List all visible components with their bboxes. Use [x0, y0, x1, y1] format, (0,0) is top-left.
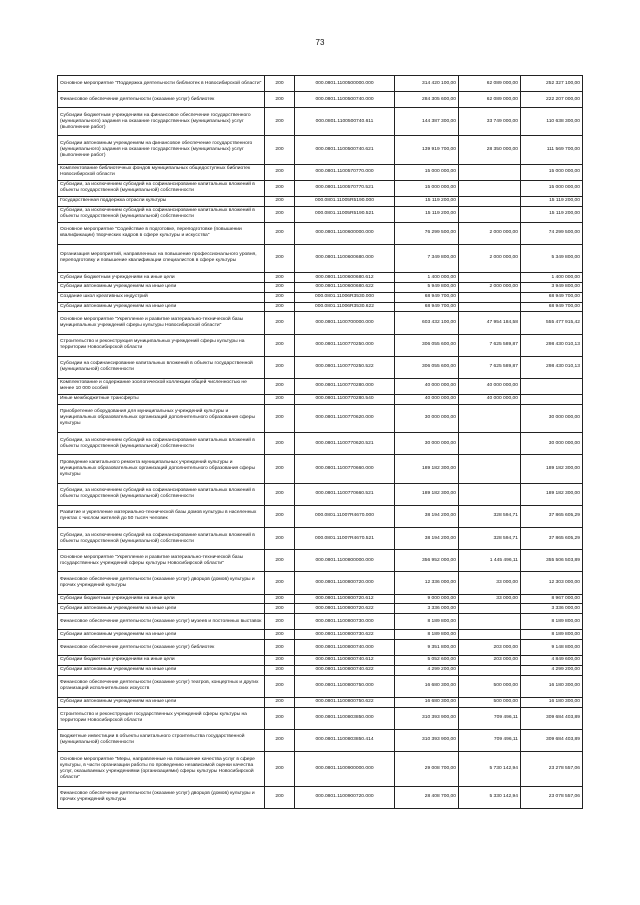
row-code-cell: 200 [265, 180, 295, 196]
row-execution-cell: 5 330 142,94 [459, 786, 521, 808]
table-row [58, 707, 583, 729]
table-row [58, 136, 583, 164]
row-kbk-cell: 000.0801.11007R4670.521 [295, 528, 395, 550]
row-code-cell: 200 [265, 505, 295, 527]
table-row [58, 164, 583, 180]
row-code-cell: 200 [265, 92, 295, 108]
table-row [58, 528, 583, 550]
row-code-cell: 200 [265, 572, 295, 594]
table-row [58, 697, 583, 707]
table-row [58, 244, 583, 272]
row-code-cell: 200 [265, 640, 295, 656]
row-execution-cell [459, 630, 521, 640]
table-row [58, 751, 583, 786]
row-remainder-cell: 30 000 000,00 [521, 433, 583, 455]
row-code-cell: 200 [265, 404, 295, 432]
row-kbk-cell: 000.0801.1100800740.000 [295, 640, 395, 656]
row-execution-cell [459, 433, 521, 455]
row-amount-cell: 40 000 000,00 [395, 378, 459, 394]
row-kbk-cell: 000.0801.1100803850.414 [295, 729, 395, 751]
table-row [58, 92, 583, 108]
row-amount-cell: 306 055 600,00 [395, 334, 459, 356]
row-amount-cell: 68 949 700,00 [395, 292, 459, 302]
row-amount-cell: 16 680 300,00 [395, 675, 459, 697]
row-amount-cell: 1 400 000,00 [395, 273, 459, 283]
row-name-cell: Иные межбюджетные трансферты [58, 394, 265, 404]
row-remainder-cell: 298 430 010,13 [521, 334, 583, 356]
table-row [58, 640, 583, 656]
row-name-cell: Основное мероприятие "Укрепление и развитие материально-технической базы государственных учреждений сферы культуры Новосибирской области" [58, 550, 265, 572]
row-name-cell: Комплектование библиотечных фондов муниципальных общедоступных библиотек Новосибирской области [58, 164, 265, 180]
row-code-cell: 200 [265, 196, 295, 206]
row-amount-cell: 76 299 500,00 [395, 222, 459, 244]
row-execution-cell [459, 180, 521, 196]
row-remainder-cell: 12 303 000,00 [521, 572, 583, 594]
row-execution-cell: 40 000 000,00 [459, 378, 521, 394]
row-amount-cell: 4 299 200,00 [395, 665, 459, 675]
row-execution-cell [459, 302, 521, 312]
row-amount-cell: 9 000 000,00 [395, 594, 459, 604]
row-kbk-cell: 000.0801.1100800740.612 [295, 656, 395, 666]
row-amount-cell: 603 432 100,00 [395, 312, 459, 334]
row-kbk-cell: 000.0801.1100800720.622 [295, 604, 395, 614]
row-code-cell: 200 [265, 273, 295, 283]
row-remainder-cell: 15 119 200,00 [521, 196, 583, 206]
row-kbk-cell: 000.0801.1100600680.000 [295, 244, 395, 272]
row-name-cell: Организация мероприятий, направленных на повышение профессионального уровня, переподготовку и повышение квалификации специалистов в сфере культуры [58, 244, 265, 272]
row-code-cell: 200 [265, 136, 295, 164]
row-name-cell: Комплектование и содержание зоологической коллекции общей численностью не менее 10 000 особей [58, 378, 265, 394]
row-execution-cell: 203 000,00 [459, 640, 521, 656]
row-amount-cell: 310 393 900,00 [395, 707, 459, 729]
table-row [58, 302, 583, 312]
row-kbk-cell: 000.0801.11006R3530.000 [295, 292, 395, 302]
row-amount-cell: 5 052 600,00 [395, 656, 459, 666]
row-kbk-cell: 000.0801.1100800730.622 [295, 630, 395, 640]
row-execution-cell: 7 625 589,87 [459, 334, 521, 356]
row-execution-cell [459, 292, 521, 302]
table-row [58, 665, 583, 675]
table-row [58, 455, 583, 483]
row-kbk-cell: 000.0801.1100500000.000 [295, 76, 395, 92]
table-row [58, 108, 583, 136]
row-name-cell: Субсидии автономным учреждениям на иные цели [58, 630, 265, 640]
row-execution-cell: 5 730 142,94 [459, 751, 521, 786]
row-kbk-cell: 000.0801.1100600000.000 [295, 222, 395, 244]
row-name-cell: Субсидии бюджетным учреждениям на финансовое обеспечение государственного (муниципального) задания на оказание государственных (муниципальных) услуг (выполнение работ) [58, 108, 265, 136]
row-kbk-cell: 000.0801.1100900720.000 [295, 786, 395, 808]
page-number: 73 [315, 38, 325, 47]
table-row [58, 404, 583, 432]
row-remainder-cell: 309 684 403,89 [521, 707, 583, 729]
row-remainder-cell: 15 119 200,00 [521, 206, 583, 222]
row-amount-cell: 15 000 000,00 [395, 164, 459, 180]
table-row [58, 614, 583, 630]
row-code-cell: 200 [265, 433, 295, 455]
row-name-cell: Основное мероприятие "Меры, направленные на повышение качества услуг в сфере культуры, в части организации работы по проведению независимой оценки качества услуг, оказываемых учреждениями (организациями) сферы культуры Новосибирской области" [58, 751, 265, 786]
row-name-cell: Субсидии бюджетным учреждениям на иные цели [58, 273, 265, 283]
row-kbk-cell: 000.0801.1100800750.622 [295, 697, 395, 707]
row-code-cell: 200 [265, 334, 295, 356]
row-name-cell: Финансовое обеспечение деятельности (оказание услуг) музеев и постоянных выставок [58, 614, 265, 630]
row-remainder-cell: 5 349 800,00 [521, 244, 583, 272]
row-code-cell: 200 [265, 455, 295, 483]
row-remainder-cell: 68 949 700,00 [521, 292, 583, 302]
row-kbk-cell: 000.0801.1100500740.000 [295, 92, 395, 108]
table-row [58, 394, 583, 404]
row-code-cell: 200 [265, 302, 295, 312]
row-kbk-cell: 000.0801.1100770280.540 [295, 394, 395, 404]
table-row [58, 594, 583, 604]
row-name-cell: Проведение капитального ремонта муниципальных учреждений культуры и муниципальных образовательных организаций дополнительного образования сферы культуры [58, 455, 265, 483]
row-name-cell: Субсидии, за исключением субсидий на софинансирование капитальных вложений в объекты государственной (муниципальной) собственности [58, 528, 265, 550]
row-execution-cell [459, 614, 521, 630]
row-name-cell: Государственная поддержка отрасли культуры [58, 196, 265, 206]
row-remainder-cell: 23 078 557,06 [521, 786, 583, 808]
row-remainder-cell: 189 182 300,00 [521, 455, 583, 483]
row-name-cell: Основное мероприятие "Содействие в подготовке, переподготовке (повышении квалификации) творческих кадров в сфере культуры и искусства" [58, 222, 265, 244]
row-name-cell: Субсидии автономным учреждениям на иные цели [58, 697, 265, 707]
row-name-cell: Субсидии, за исключением субсидий на софинансирование капитальных вложений в объекты государственной (муниципальной) собственности [58, 206, 265, 222]
row-code-cell: 200 [265, 206, 295, 222]
budget-table-body [58, 76, 583, 809]
row-kbk-cell: 000.0801.1100770660.000 [295, 455, 395, 483]
row-remainder-cell: 3 949 800,00 [521, 282, 583, 292]
table-row [58, 505, 583, 527]
row-execution-cell: 33 749 000,00 [459, 108, 521, 136]
row-name-cell: Субсидии автономным учреждениям на финансовое обеспечение государственного (муниципального) задания на оказание государственных (муниципальных) услуг (выполнение работ) [58, 136, 265, 164]
table-row [58, 312, 583, 334]
row-amount-cell: 7 349 800,00 [395, 244, 459, 272]
row-amount-cell: 310 393 900,00 [395, 729, 459, 751]
row-kbk-cell: 000.0801.1100770620.521 [295, 433, 395, 455]
row-kbk-cell: 000.0801.1100770280.000 [295, 378, 395, 394]
table-row [58, 433, 583, 455]
table-row [58, 729, 583, 751]
row-execution-cell [459, 164, 521, 180]
row-remainder-cell: 111 569 700,00 [521, 136, 583, 164]
row-execution-cell: 328 594,71 [459, 505, 521, 527]
row-remainder-cell: 110 638 300,00 [521, 108, 583, 136]
table-row [58, 273, 583, 283]
row-kbk-cell: 000.0801.1100770660.521 [295, 483, 395, 505]
row-remainder-cell: 9 148 800,00 [521, 640, 583, 656]
row-remainder-cell: 3 336 000,00 [521, 604, 583, 614]
row-remainder-cell: 4 299 200,00 [521, 665, 583, 675]
row-code-cell: 200 [265, 665, 295, 675]
row-kbk-cell: 000.0801.1100800730.000 [295, 614, 395, 630]
row-name-cell: Финансовое обеспечение деятельности (оказание услуг) театров, концертных и других организаций исполнительских искусств [58, 675, 265, 697]
row-execution-cell: 33 000,00 [459, 594, 521, 604]
row-kbk-cell: 000.0801.1100600680.612 [295, 273, 395, 283]
row-code-cell: 200 [265, 751, 295, 786]
row-amount-cell: 9 351 800,00 [395, 640, 459, 656]
row-amount-cell: 15 119 200,00 [395, 196, 459, 206]
row-execution-cell [459, 404, 521, 432]
row-execution-cell: 2 000 000,00 [459, 222, 521, 244]
row-execution-cell: 709 496,11 [459, 729, 521, 751]
row-remainder-cell: 309 684 403,89 [521, 729, 583, 751]
row-name-cell: Субсидии, за исключением субсидий на софинансирование капитальных вложений в объекты государственной (муниципальной) собственности [58, 483, 265, 505]
row-kbk-cell: 000.0801.1100500740.611 [295, 108, 395, 136]
row-code-cell: 200 [265, 312, 295, 334]
table-row [58, 572, 583, 594]
row-amount-cell: 8 189 800,00 [395, 630, 459, 640]
row-remainder-cell [521, 394, 583, 404]
row-remainder-cell: 298 430 010,13 [521, 356, 583, 378]
row-execution-cell: 1 445 496,11 [459, 550, 521, 572]
row-code-cell: 200 [265, 378, 295, 394]
row-name-cell: Создание школ креативных индустрий [58, 292, 265, 302]
row-amount-cell: 306 055 600,00 [395, 356, 459, 378]
row-remainder-cell: 37 865 605,29 [521, 528, 583, 550]
table-row [58, 76, 583, 92]
row-execution-cell [459, 455, 521, 483]
row-kbk-cell: 000.0801.1100500740.621 [295, 136, 395, 164]
row-execution-cell: 500 000,00 [459, 675, 521, 697]
table-row [58, 786, 583, 808]
row-execution-cell: 500 000,00 [459, 697, 521, 707]
row-code-cell: 200 [265, 614, 295, 630]
row-execution-cell: 47 954 184,58 [459, 312, 521, 334]
row-execution-cell: 62 089 000,00 [459, 92, 521, 108]
row-kbk-cell: 000.0801.1100570770.521 [295, 180, 395, 196]
table-row [58, 483, 583, 505]
row-remainder-cell: 37 865 605,29 [521, 505, 583, 527]
row-remainder-cell: 189 182 300,00 [521, 483, 583, 505]
row-remainder-cell: 252 327 100,00 [521, 76, 583, 92]
row-amount-cell: 38 194 200,00 [395, 528, 459, 550]
row-kbk-cell: 000.0801.11005R5190.521 [295, 206, 395, 222]
row-execution-cell [459, 483, 521, 505]
row-name-cell: Бюджетные инвестиции в объекты капитального строительства государственной (муниципальной) собственности [58, 729, 265, 751]
row-code-cell: 200 [265, 108, 295, 136]
row-execution-cell: 40 000 000,00 [459, 394, 521, 404]
row-execution-cell [459, 196, 521, 206]
row-kbk-cell: 000.0801.1100800000.000 [295, 550, 395, 572]
row-execution-cell [459, 273, 521, 283]
row-remainder-cell: 30 000 000,00 [521, 404, 583, 432]
row-execution-cell: 28 350 000,00 [459, 136, 521, 164]
row-kbk-cell: 000.0801.1100800720.612 [295, 594, 395, 604]
row-amount-cell: 284 305 600,00 [395, 92, 459, 108]
row-code-cell: 200 [265, 244, 295, 272]
row-amount-cell: 16 680 300,00 [395, 697, 459, 707]
row-code-cell: 200 [265, 675, 295, 697]
row-kbk-cell: 000.0801.1100770620.000 [295, 404, 395, 432]
row-execution-cell: 328 594,71 [459, 528, 521, 550]
row-amount-cell: 30 000 000,00 [395, 404, 459, 432]
row-code-cell: 200 [265, 729, 295, 751]
row-code-cell: 200 [265, 292, 295, 302]
table-row [58, 356, 583, 378]
row-amount-cell: 314 420 100,00 [395, 76, 459, 92]
row-execution-cell: 2 000 000,00 [459, 244, 521, 272]
row-amount-cell: 30 000 000,00 [395, 433, 459, 455]
table-row [58, 656, 583, 666]
row-code-cell: 200 [265, 528, 295, 550]
row-amount-cell: 28 408 700,00 [395, 786, 459, 808]
table-row [58, 630, 583, 640]
row-code-cell: 200 [265, 76, 295, 92]
row-name-cell: Субсидии автономным учреждениям на иные цели [58, 665, 265, 675]
row-remainder-cell: 16 180 300,00 [521, 697, 583, 707]
row-kbk-cell: 000.0801.1100770250.000 [295, 334, 395, 356]
row-kbk-cell: 000.0801.11005R5190.000 [295, 196, 395, 206]
row-kbk-cell: 000.0801.1100900000.000 [295, 751, 395, 786]
row-kbk-cell: 000.0801.1100800750.000 [295, 675, 395, 697]
row-code-cell: 200 [265, 550, 295, 572]
row-remainder-cell: 222 207 000,00 [521, 92, 583, 108]
row-execution-cell [459, 665, 521, 675]
row-name-cell: Строительство и реконструкция государственных учреждений сферы культуры на территории Новосибирской области [58, 707, 265, 729]
row-name-cell: Субсидии бюджетным учреждениям на иные цели [58, 656, 265, 666]
row-remainder-cell: 74 299 500,00 [521, 222, 583, 244]
table-row [58, 180, 583, 196]
row-remainder-cell: 4 849 600,00 [521, 656, 583, 666]
row-name-cell: Субсидии автономным учреждениям на иные цели [58, 302, 265, 312]
row-code-cell: 200 [265, 356, 295, 378]
row-remainder-cell: 8 189 800,00 [521, 614, 583, 630]
row-name-cell: Финансовое обеспечение деятельности (оказание услуг) библиотек [58, 640, 265, 656]
row-code-cell: 200 [265, 394, 295, 404]
row-kbk-cell: 000.0801.11007R4670.000 [295, 505, 395, 527]
row-name-cell: Финансовое обеспечение деятельности (оказание услуг) библиотек [58, 92, 265, 108]
table-row [58, 675, 583, 697]
row-name-cell: Субсидии автономным учреждениям на иные цели [58, 604, 265, 614]
row-remainder-cell: 355 506 503,89 [521, 550, 583, 572]
row-name-cell: Субсидии, за исключением субсидий на софинансирование капитальных вложений в объекты государственной (муниципальной) собственности [58, 180, 265, 196]
table-row [58, 550, 583, 572]
row-amount-cell: 68 949 700,00 [395, 302, 459, 312]
row-name-cell: Основное мероприятие "Укрепление и развитие материально-технической базы муниципальных учреждений сферы культуры Новосибирской области" [58, 312, 265, 334]
row-name-cell: Финансовое обеспечение деятельности (оказание услуг) дворцов (домов) культуры и прочих учреждений культуры [58, 786, 265, 808]
row-name-cell: Развитие и укрепление материально-технической базы домов культуры в населенных пунктах с числом жителей до 50 тысяч человек [58, 505, 265, 527]
row-kbk-cell: 000.0801.11006R3530.622 [295, 302, 395, 312]
row-amount-cell: 40 000 000,00 [395, 394, 459, 404]
row-execution-cell [459, 206, 521, 222]
row-remainder-cell: 23 278 557,06 [521, 751, 583, 786]
row-code-cell: 200 [265, 786, 295, 808]
row-code-cell: 200 [265, 707, 295, 729]
row-remainder-cell: 555 477 915,42 [521, 312, 583, 334]
row-name-cell: Строительство и реконструкция муниципальных учреждений сферы культуры на территории Новосибирской области [58, 334, 265, 356]
row-code-cell: 200 [265, 483, 295, 505]
row-amount-cell: 3 336 000,00 [395, 604, 459, 614]
row-execution-cell: 203 000,00 [459, 656, 521, 666]
row-amount-cell: 38 194 200,00 [395, 505, 459, 527]
row-remainder-cell: 68 949 700,00 [521, 302, 583, 312]
row-execution-cell: 709 496,11 [459, 707, 521, 729]
table-row [58, 222, 583, 244]
row-amount-cell: 15 000 000,00 [395, 180, 459, 196]
row-remainder-cell: 1 400 000,00 [521, 273, 583, 283]
row-kbk-cell: 000.0801.1100700000.000 [295, 312, 395, 334]
table-row [58, 196, 583, 206]
row-kbk-cell: 000.0801.1100800720.000 [295, 572, 395, 594]
table-row [58, 282, 583, 292]
row-name-cell: Основное мероприятие "Поддержка деятельности библиотек в Новосибирской области" [58, 76, 265, 92]
row-amount-cell: 139 919 700,00 [395, 136, 459, 164]
table-row [58, 604, 583, 614]
row-code-cell: 200 [265, 630, 295, 640]
row-kbk-cell: 000.0801.1100600680.622 [295, 282, 395, 292]
budget-table [57, 75, 583, 809]
table-row [58, 292, 583, 302]
row-remainder-cell: 15 000 000,00 [521, 164, 583, 180]
row-code-cell: 200 [265, 656, 295, 666]
row-code-cell: 200 [265, 697, 295, 707]
row-execution-cell [459, 604, 521, 614]
row-remainder-cell: 8 189 800,00 [521, 630, 583, 640]
row-code-cell: 200 [265, 164, 295, 180]
row-amount-cell: 29 008 700,00 [395, 751, 459, 786]
table-row [58, 378, 583, 394]
row-remainder-cell: 15 000 000,00 [521, 180, 583, 196]
table-row [58, 206, 583, 222]
row-amount-cell: 12 336 000,00 [395, 572, 459, 594]
row-code-cell: 200 [265, 594, 295, 604]
row-code-cell: 200 [265, 282, 295, 292]
row-remainder-cell: 16 180 300,00 [521, 675, 583, 697]
row-amount-cell: 5 949 800,00 [395, 282, 459, 292]
row-kbk-cell: 000.0801.1100570770.000 [295, 164, 395, 180]
row-execution-cell: 33 000,00 [459, 572, 521, 594]
row-amount-cell: 144 387 300,00 [395, 108, 459, 136]
row-amount-cell: 189 182 300,00 [395, 483, 459, 505]
table-row [58, 334, 583, 356]
row-kbk-cell: 000.0801.1100800740.622 [295, 665, 395, 675]
row-code-cell: 200 [265, 604, 295, 614]
row-name-cell: Субсидии бюджетным учреждениям на иные цели [58, 594, 265, 604]
row-execution-cell: 62 089 000,00 [459, 76, 521, 92]
row-execution-cell: 7 625 589,87 [459, 356, 521, 378]
row-name-cell: Субсидии автономным учреждениям на иные цели [58, 282, 265, 292]
row-amount-cell: 15 119 200,00 [395, 206, 459, 222]
row-execution-cell: 2 000 000,00 [459, 282, 521, 292]
row-name-cell: Финансовое обеспечение деятельности (оказание услуг) дворцов (домов) культуры и прочих учреждений культуры [58, 572, 265, 594]
row-kbk-cell: 000.0801.1100770250.522 [295, 356, 395, 378]
row-name-cell: Приобретение оборудования для муниципальных учреждений культуры и муниципальных образовательных организаций дополнительного образования сферы культуры [58, 404, 265, 432]
row-name-cell: Субсидии, за исключением субсидий на софинансирование капитальных вложений в объекты государственной (муниципальной) собственности [58, 433, 265, 455]
row-amount-cell: 8 189 800,00 [395, 614, 459, 630]
row-name-cell: Субсидии на софинансирование капитальных вложений в объекты государственной (муниципальной) собственности [58, 356, 265, 378]
row-amount-cell: 356 952 000,00 [395, 550, 459, 572]
row-remainder-cell: 8 967 000,00 [521, 594, 583, 604]
row-code-cell: 200 [265, 222, 295, 244]
row-amount-cell: 189 182 300,00 [395, 455, 459, 483]
row-kbk-cell: 000.0801.1100803850.000 [295, 707, 395, 729]
row-remainder-cell [521, 378, 583, 394]
